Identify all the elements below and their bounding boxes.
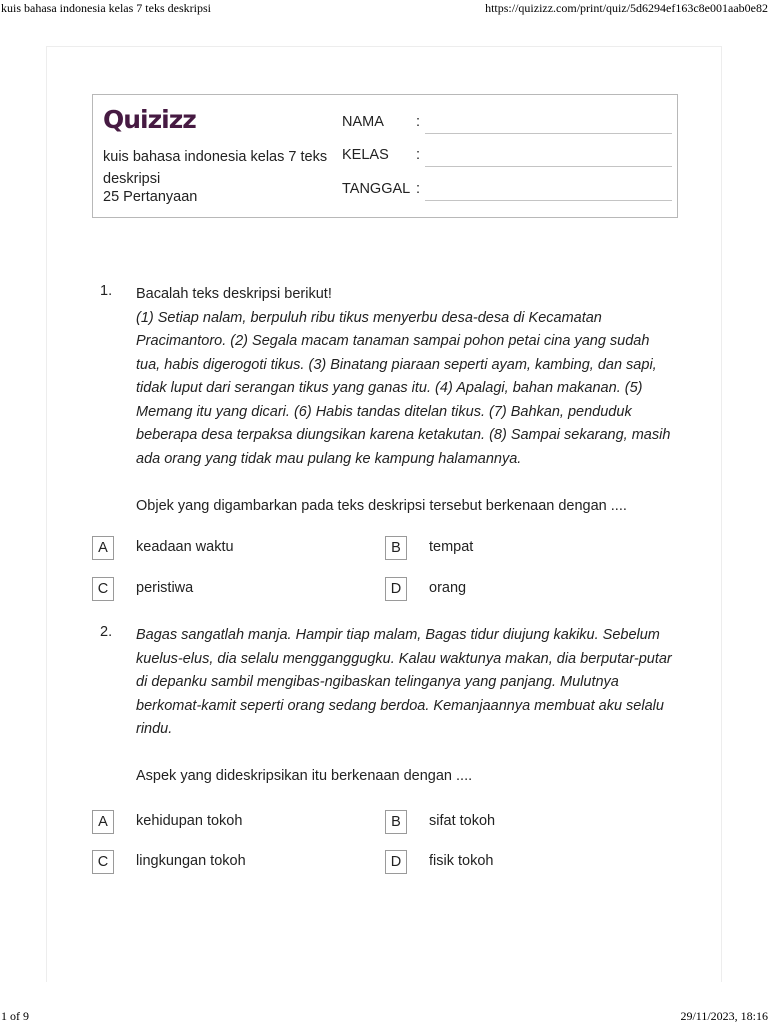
print-header-title: kuis bahasa indonesia kelas 7 teks deskripsi	[1, 1, 211, 15]
option-text: tempat	[429, 539, 474, 555]
quiz-info-box	[92, 94, 678, 218]
option-letter: C	[92, 850, 114, 874]
name-line	[425, 133, 672, 134]
question-body	[136, 283, 676, 518]
option-letter: C	[92, 577, 114, 601]
question-number: 2.	[100, 624, 113, 640]
question-number: 1.	[100, 283, 113, 299]
date-line	[425, 200, 672, 201]
print-footer	[0, 1009, 768, 1024]
name-label: NAMA	[342, 114, 384, 130]
question-count: 25 Pertanyaan	[103, 189, 198, 205]
name-field	[342, 114, 672, 138]
print-datetime: 29/11/2023, 18:16	[680, 1009, 768, 1023]
q1-option-c[interactable]	[92, 577, 342, 601]
class-line	[425, 166, 672, 167]
page-number: 1 of 9	[1, 1009, 29, 1023]
class-label: KELAS	[342, 147, 389, 163]
question-passage: Bagas sangatlah manja. Hampir tiap malam, Bagas tidur diujung kakiku. Sebelum kuelus-elus, dia selalu mengganggugku. Kalau waktunya makan, dia berputar-putar di depanku sambil mengibas-ngibaskan telinganya yang panjang. Mulutnya berkomat-kamit seperti orang sedang berdoa. Kemanjaannya membuat aku selalu rindu.	[136, 627, 672, 737]
option-text: lingkungan tokoh	[136, 853, 246, 869]
question-body	[136, 624, 676, 789]
class-field	[342, 147, 672, 171]
q1-option-a[interactable]	[92, 536, 342, 560]
question-prompt: Objek yang digambarkan pada teks deskripsi tersebut berkenaan dengan ....	[136, 497, 627, 514]
name-colon: :	[416, 114, 421, 130]
q2-option-a[interactable]	[92, 810, 342, 834]
option-text: fisik tokoh	[429, 853, 494, 869]
quiz-title: kuis bahasa indonesia kelas 7 teks deskripsi	[103, 149, 328, 187]
print-header	[0, 1, 768, 17]
option-text: peristiwa	[136, 580, 194, 596]
q1-option-d[interactable]	[385, 577, 635, 601]
question-passage: (1) Setiap nalam, berpuluh ribu tikus menyerbu desa-desa di Kecamatan Pracimantoro. (2) Segala macam tanaman sampai pohon petai cina yang sudah tua, habis digerogoti tikus. (3) Binatang piaraan seperti ayam, kambing, dan sapi, tidak luput dari serangan tikus yang ganas itu. (4) Apalagi, bahan makanan. (5) Memang itu yang dicari. (6) Habis tandas ditelan tikus. (7) Bahkan, penduduk beberapa desa terpaksa diungsikan karena ketakutan. (8) Sampai sekarang, masih ada orang yang tidak mau pulang ke kampung halamannya.	[136, 309, 671, 467]
option-text: keadaan waktu	[136, 539, 234, 555]
date-field	[342, 181, 672, 205]
date-label: TANGGAL	[342, 181, 411, 197]
quizizz-logo: Quizizz	[103, 105, 196, 134]
question-prompt: Aspek yang dideskripsikan itu berkenaan dengan ....	[136, 768, 473, 784]
q2-option-b[interactable]	[385, 810, 635, 834]
print-header-url[interactable]: https://quizizz.com/print/quiz/5d6294ef163c8e001aab0e82	[485, 1, 768, 15]
q2-option-d[interactable]	[385, 850, 635, 874]
option-letter: B	[385, 810, 407, 834]
class-colon: :	[416, 147, 421, 163]
date-colon: :	[416, 181, 421, 197]
option-text: sifat tokoh	[429, 813, 496, 829]
question-intro: Bacalah teks deskripsi berikut!	[136, 286, 332, 302]
q2-option-c[interactable]	[92, 850, 342, 874]
option-text: orang	[429, 580, 467, 596]
option-letter: A	[92, 810, 114, 834]
q1-option-b[interactable]	[385, 536, 635, 560]
option-letter: A	[92, 536, 114, 560]
option-letter: B	[385, 536, 407, 560]
option-text: kehidupan tokoh	[136, 813, 243, 829]
option-letter: D	[385, 577, 407, 601]
option-letter: D	[385, 850, 407, 874]
